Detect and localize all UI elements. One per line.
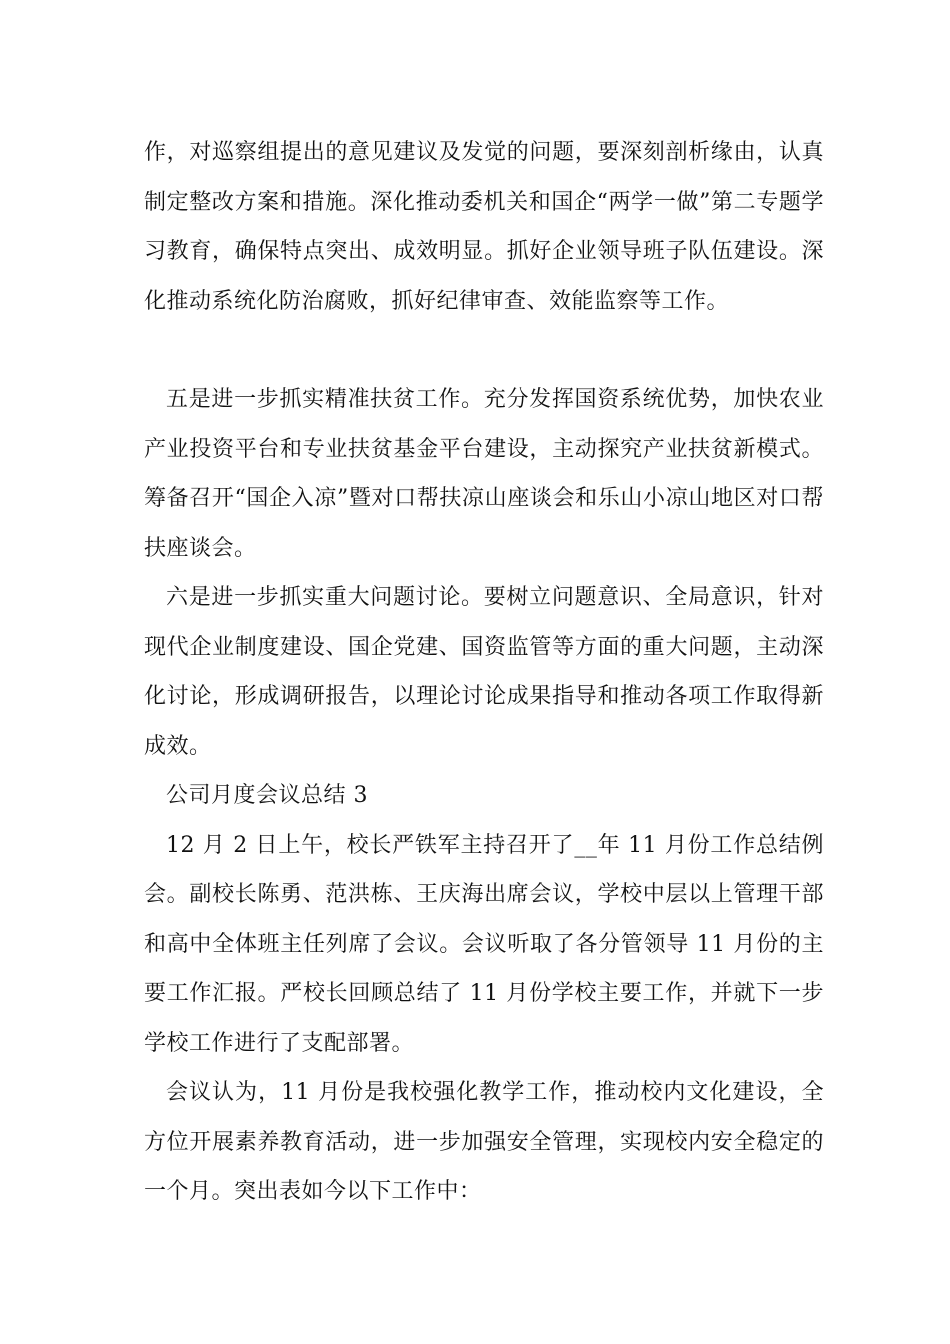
paragraph-meeting-conclusion: 会议认为，11 月份是我校强化教学工作，推动校内文化建设，全方位开展素养教育活动，进一步加强安全管理，实现校内安全稳定的一个月。突出表如今以下工作中： <box>144 1080 824 1204</box>
paragraph-continuation: 作，对巡察组提出的意见建议及发觉的问题，要深刻剖析缘由，认真制定整改方案和措施。深化推动委机关和国企“两学一做”第二专题学习教育，确保特点突出、成效明显。抓好企业领导班子队伍建设。深化推动系统化防治腐败，抓好纪律审查、效能监察等工作。 <box>144 140 824 314</box>
paragraph-poverty-alleviation: 五是进一步抓实精准扶贫工作。充分发挥国资系统优势，加快农业产业投资平台和专业扶贫基金平台建设，主动探究产业扶贫新模式。筹备召开“国企入凉”暨对口帮扶凉山座谈会和乐山小凉山地区对口帮扶座谈会。 <box>144 387 824 561</box>
document-body <box>144 128 824 1217</box>
section-heading: 公司月度会议总结 3 <box>166 783 368 808</box>
paragraph-major-issues: 六是进一步抓实重大问题讨论。要树立问题意识、全局意识，针对现代企业制度建设、国企党建、国资监管等方面的重大问题，主动深化讨论，形成调研报告，以理论讨论成果指导和推动各项工作取得新成效。 <box>144 585 824 759</box>
paragraph-meeting-summary: 12 月 2 日上午，校长严铁军主持召开了__年 11 月份工作总结例会。副校长陈勇、范洪栋、王庆海出席会议，学校中层以上管理干部和高中全体班主任列席了会议。会议听取了各分管领导 11 月份的主要工作汇报。严校长回顾总结了 11 月份学校主要工作，并就下一步学校工作进行了支配部署。 <box>144 832 824 1056</box>
